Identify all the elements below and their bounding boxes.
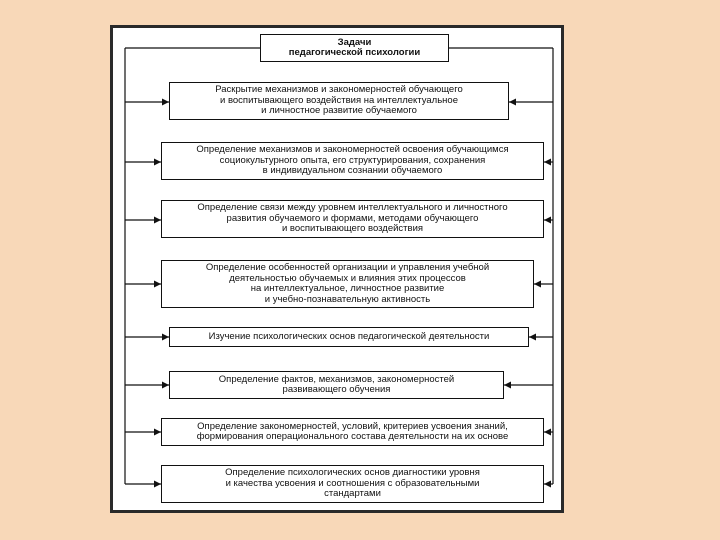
task-box-6 bbox=[169, 371, 504, 399]
task-3-line-2: развития обучаемого и формами, методами обучающего bbox=[226, 212, 479, 224]
task-1-line-1: Раскрытие механизмов и закономерностей обучающего bbox=[215, 84, 463, 96]
task-4-line-2: деятельностью обучаемых и влияния этих процессов bbox=[229, 272, 466, 284]
task-2-line-2: социокультурного опыта, его структурирования, сохранения bbox=[219, 154, 486, 166]
task-3-line-3: и воспитывающего воздействия bbox=[281, 223, 424, 235]
task-4-line-4: и учебно-познавательную активность bbox=[264, 293, 431, 305]
task-1-line-2: и воспитывающего воздействия на интеллектуальное bbox=[220, 94, 458, 106]
task-3-line-1: Определение связи между уровнем интеллектуального и личностного bbox=[197, 202, 508, 214]
task-box-1 bbox=[169, 82, 509, 120]
task-box-7 bbox=[161, 418, 544, 446]
task-box-8 bbox=[161, 465, 544, 503]
task-4-line-1: Определение особенностей организации и управления учебной bbox=[205, 262, 490, 273]
task-8-line-3: стандартами bbox=[324, 488, 381, 500]
task-box-4 bbox=[161, 260, 534, 308]
task-2-line-1: Определение механизмов и закономерностей освоения обучающимся bbox=[196, 144, 509, 156]
task-2-line-3: в индивидуальном сознании обучаемого bbox=[262, 165, 443, 177]
task-box-5 bbox=[169, 327, 529, 347]
task-7-line-1: Определение закономерностей, условий, критериев усвоения знаний, bbox=[197, 420, 508, 432]
title-box bbox=[260, 34, 449, 62]
task-8-line-1: Определение психологических основ диагностики уровня bbox=[225, 467, 480, 479]
title-line-2: педагогической психологии bbox=[288, 47, 421, 58]
task-5-line-1: Изучение психологических основ педагогической деятельности bbox=[208, 330, 490, 342]
task-box-2 bbox=[161, 142, 544, 180]
title-line-1: Задачи bbox=[337, 36, 372, 48]
task-4-line-3: на интеллектуальное, личностное развитие bbox=[250, 283, 445, 294]
task-7-line-2: формирования операционального состава деятельности на их основе bbox=[196, 431, 509, 442]
task-1-line-3: и личностное развитие обучаемого bbox=[261, 105, 417, 117]
diagram-sheet bbox=[110, 25, 564, 513]
task-6-line-1: Определение фактов, механизмов, закономерностей bbox=[218, 373, 455, 385]
task-6-line-2: развивающего обучения bbox=[282, 384, 391, 395]
task-box-3 bbox=[161, 200, 544, 238]
task-8-line-2: и качества усвоения и соотношения с образовательными bbox=[225, 477, 480, 489]
